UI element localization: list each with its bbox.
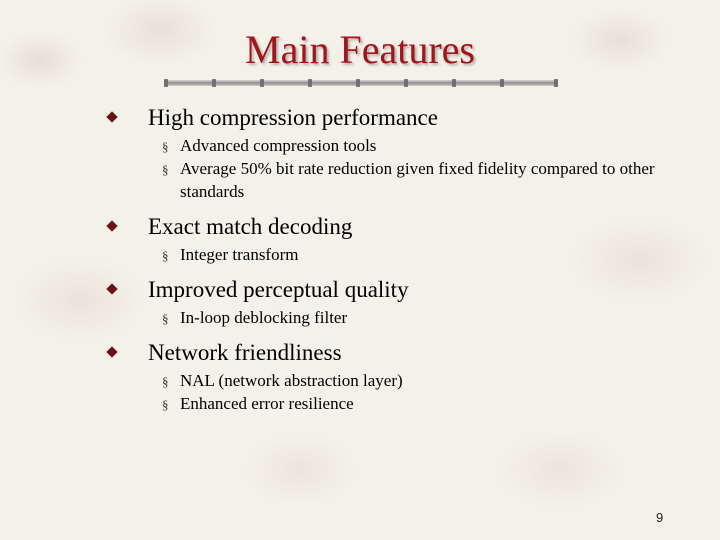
bullet-item: [104, 337, 694, 415]
sub-bullet-item: [162, 369, 694, 392]
square-bullet-icon: §: [162, 397, 169, 412]
diamond-bullet-icon: [106, 283, 117, 294]
title-divider: [164, 80, 558, 86]
sub-bullet-list: [104, 369, 694, 415]
sub-bullet-text: Integer transform: [180, 245, 299, 264]
diamond-bullet-icon: [106, 346, 117, 357]
slide-title: Main Features: [245, 27, 475, 72]
sub-bullet-item: [162, 157, 694, 203]
sub-bullet-item: [162, 134, 694, 157]
divider-node: [404, 79, 408, 87]
bullet-text: Improved perceptual quality: [148, 277, 409, 302]
bullet-item: [104, 274, 694, 329]
bullet-item: [104, 102, 694, 203]
divider-node: [164, 79, 168, 87]
sub-bullet-text: Enhanced error resilience: [180, 394, 354, 413]
divider-node: [356, 79, 360, 87]
sub-bullet-list: [104, 243, 694, 266]
square-bullet-icon: §: [162, 311, 169, 326]
sub-bullet-text: Average 50% bit rate reduction given fixed fidelity compared to other standards: [180, 159, 655, 201]
divider-node: [452, 79, 456, 87]
square-bullet-icon: §: [162, 374, 169, 389]
sub-bullet-list: [104, 134, 694, 203]
sub-bullet-item: [162, 306, 694, 329]
diamond-bullet-icon: [106, 111, 117, 122]
divider-node: [500, 79, 504, 87]
divider-node: [212, 79, 216, 87]
sub-bullet-text: NAL (network abstraction layer): [180, 371, 403, 390]
sub-bullet-item: [162, 392, 694, 415]
bullet-text: Network friendliness: [148, 340, 342, 365]
bullet-item: [104, 211, 694, 266]
square-bullet-icon: §: [162, 248, 169, 263]
divider-node: [308, 79, 312, 87]
square-bullet-icon: §: [162, 139, 169, 154]
square-bullet-icon: §: [162, 162, 169, 177]
sub-bullet-item: [162, 243, 694, 266]
bullet-text: High compression performance: [148, 105, 438, 130]
divider-node: [554, 79, 558, 87]
page-number: 9: [656, 510, 664, 525]
sub-bullet-list: [104, 306, 694, 329]
bullet-text: Exact match decoding: [148, 214, 353, 239]
sub-bullet-text: Advanced compression tools: [180, 136, 377, 155]
divider-node: [260, 79, 264, 87]
diamond-bullet-icon: [106, 220, 117, 231]
bullet-list: [104, 102, 694, 423]
sub-bullet-text: In-loop deblocking filter: [180, 308, 348, 327]
